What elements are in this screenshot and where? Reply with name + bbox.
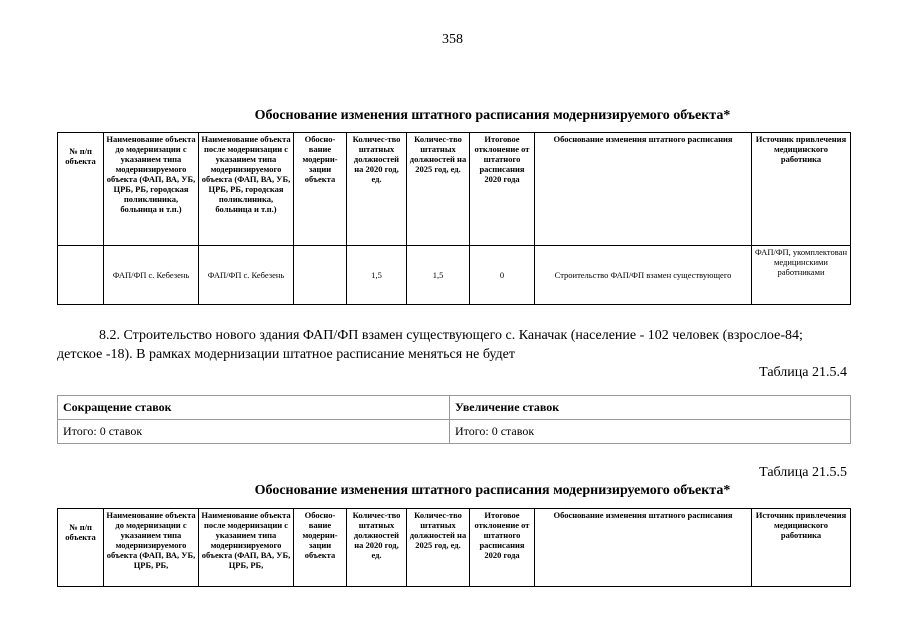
- header-change-reason: Обоснование изменения штатного расписания: [535, 133, 752, 246]
- header-source: Источник привлечения медицинского работника: [752, 133, 851, 246]
- header-name-after: Наименование объекта после модернизации с указанием типа модернизируемого объекта (ФАП, ВА, УБ, ЦРБ, РБ, городская поликлиника, больница и т.п.): [199, 133, 294, 246]
- cell-source: ФАП/ФП, укомплектован медицинскими работниками: [752, 246, 851, 305]
- header-count-2025: Количес-тво штатных должностей на 2025 год, ед.: [407, 509, 470, 587]
- header-source: Источник привлечения медицинского работника: [752, 509, 851, 587]
- reduction-total: Итого: 0 ставок: [58, 420, 450, 444]
- cell-justification: [294, 246, 347, 305]
- header-count-2020: Количес-тво штатных должностей на 2020 год, ед.: [347, 133, 407, 246]
- header-count-2025: Количес-тво штатных должностей на 2025 год, ед.: [407, 133, 470, 246]
- reduction-header: Сокращение ставок: [58, 396, 450, 420]
- header-justification: Обосно-вание модерни-зации объекта: [294, 133, 347, 246]
- cell-number: [58, 246, 104, 305]
- header-number: № п/п объекта: [58, 133, 104, 246]
- table-label-21-5-4: Таблица 21.5.4: [759, 365, 847, 380]
- header-justification: Обосно-вание модерни-зации объекта: [294, 509, 347, 587]
- table2-title: Обоснование изменения штатного расписания модернизируемого объекта*: [254, 483, 731, 498]
- staffing-table-2: [57, 508, 851, 587]
- rates-table: [57, 395, 851, 444]
- cell-name-before: ФАП/ФП с. Кебезень: [104, 246, 199, 305]
- increase-total: Итого: 0 ставок: [450, 420, 851, 444]
- header-name-before: Наименование объекта до модернизации с указанием типа модернизируемого объекта (ФАП, ВА, УБ, ЦРБ, РБ, городская поликлиника, больница и т.п.): [104, 133, 199, 246]
- header-number: № п/п объекта: [58, 509, 104, 587]
- header-name-after: Наименование объекта после модернизации с указанием типа модернизируемого объекта (ФАП, ВА, УБ, ЦРБ, РБ,: [199, 509, 294, 587]
- header-name-before: Наименование объекта до модернизации с указанием типа модернизируемого объекта (ФАП, ВА, УБ, ЦРБ, РБ,: [104, 509, 199, 587]
- cell-change-reason: Строительство ФАП/ФП взамен существующего: [535, 246, 752, 305]
- increase-header: Увеличение ставок: [450, 396, 851, 420]
- cell-count-2020: 1,5: [347, 246, 407, 305]
- header-change-reason: Обоснование изменения штатного расписания: [535, 509, 752, 587]
- cell-count-2025: 1,5: [407, 246, 470, 305]
- header-deviation: Итоговое отклонение от штатного расписания 2020 года: [470, 133, 535, 246]
- header-count-2020: Количес-тво штатных должностей на 2020 год, ед.: [347, 509, 407, 587]
- table-label-21-5-5: Таблица 21.5.5: [759, 465, 847, 480]
- staffing-table-1: [57, 132, 851, 305]
- cell-deviation: 0: [470, 246, 535, 305]
- cell-name-after: ФАП/ФП с. Кебезень: [199, 246, 294, 305]
- page-number: 358: [442, 32, 463, 47]
- paragraph-8-2: 8.2. Строительство нового здания ФАП/ФП взамен существующего с. Каначак (население - 102 человек (взрослое-84; детское -18). В рамках модернизации штатное расписание меняться не будет: [57, 328, 803, 362]
- header-deviation: Итоговое отклонение от штатного расписания 2020 года: [470, 509, 535, 587]
- table1-title: Обоснование изменения штатного расписания модернизируемого объекта*: [254, 108, 731, 123]
